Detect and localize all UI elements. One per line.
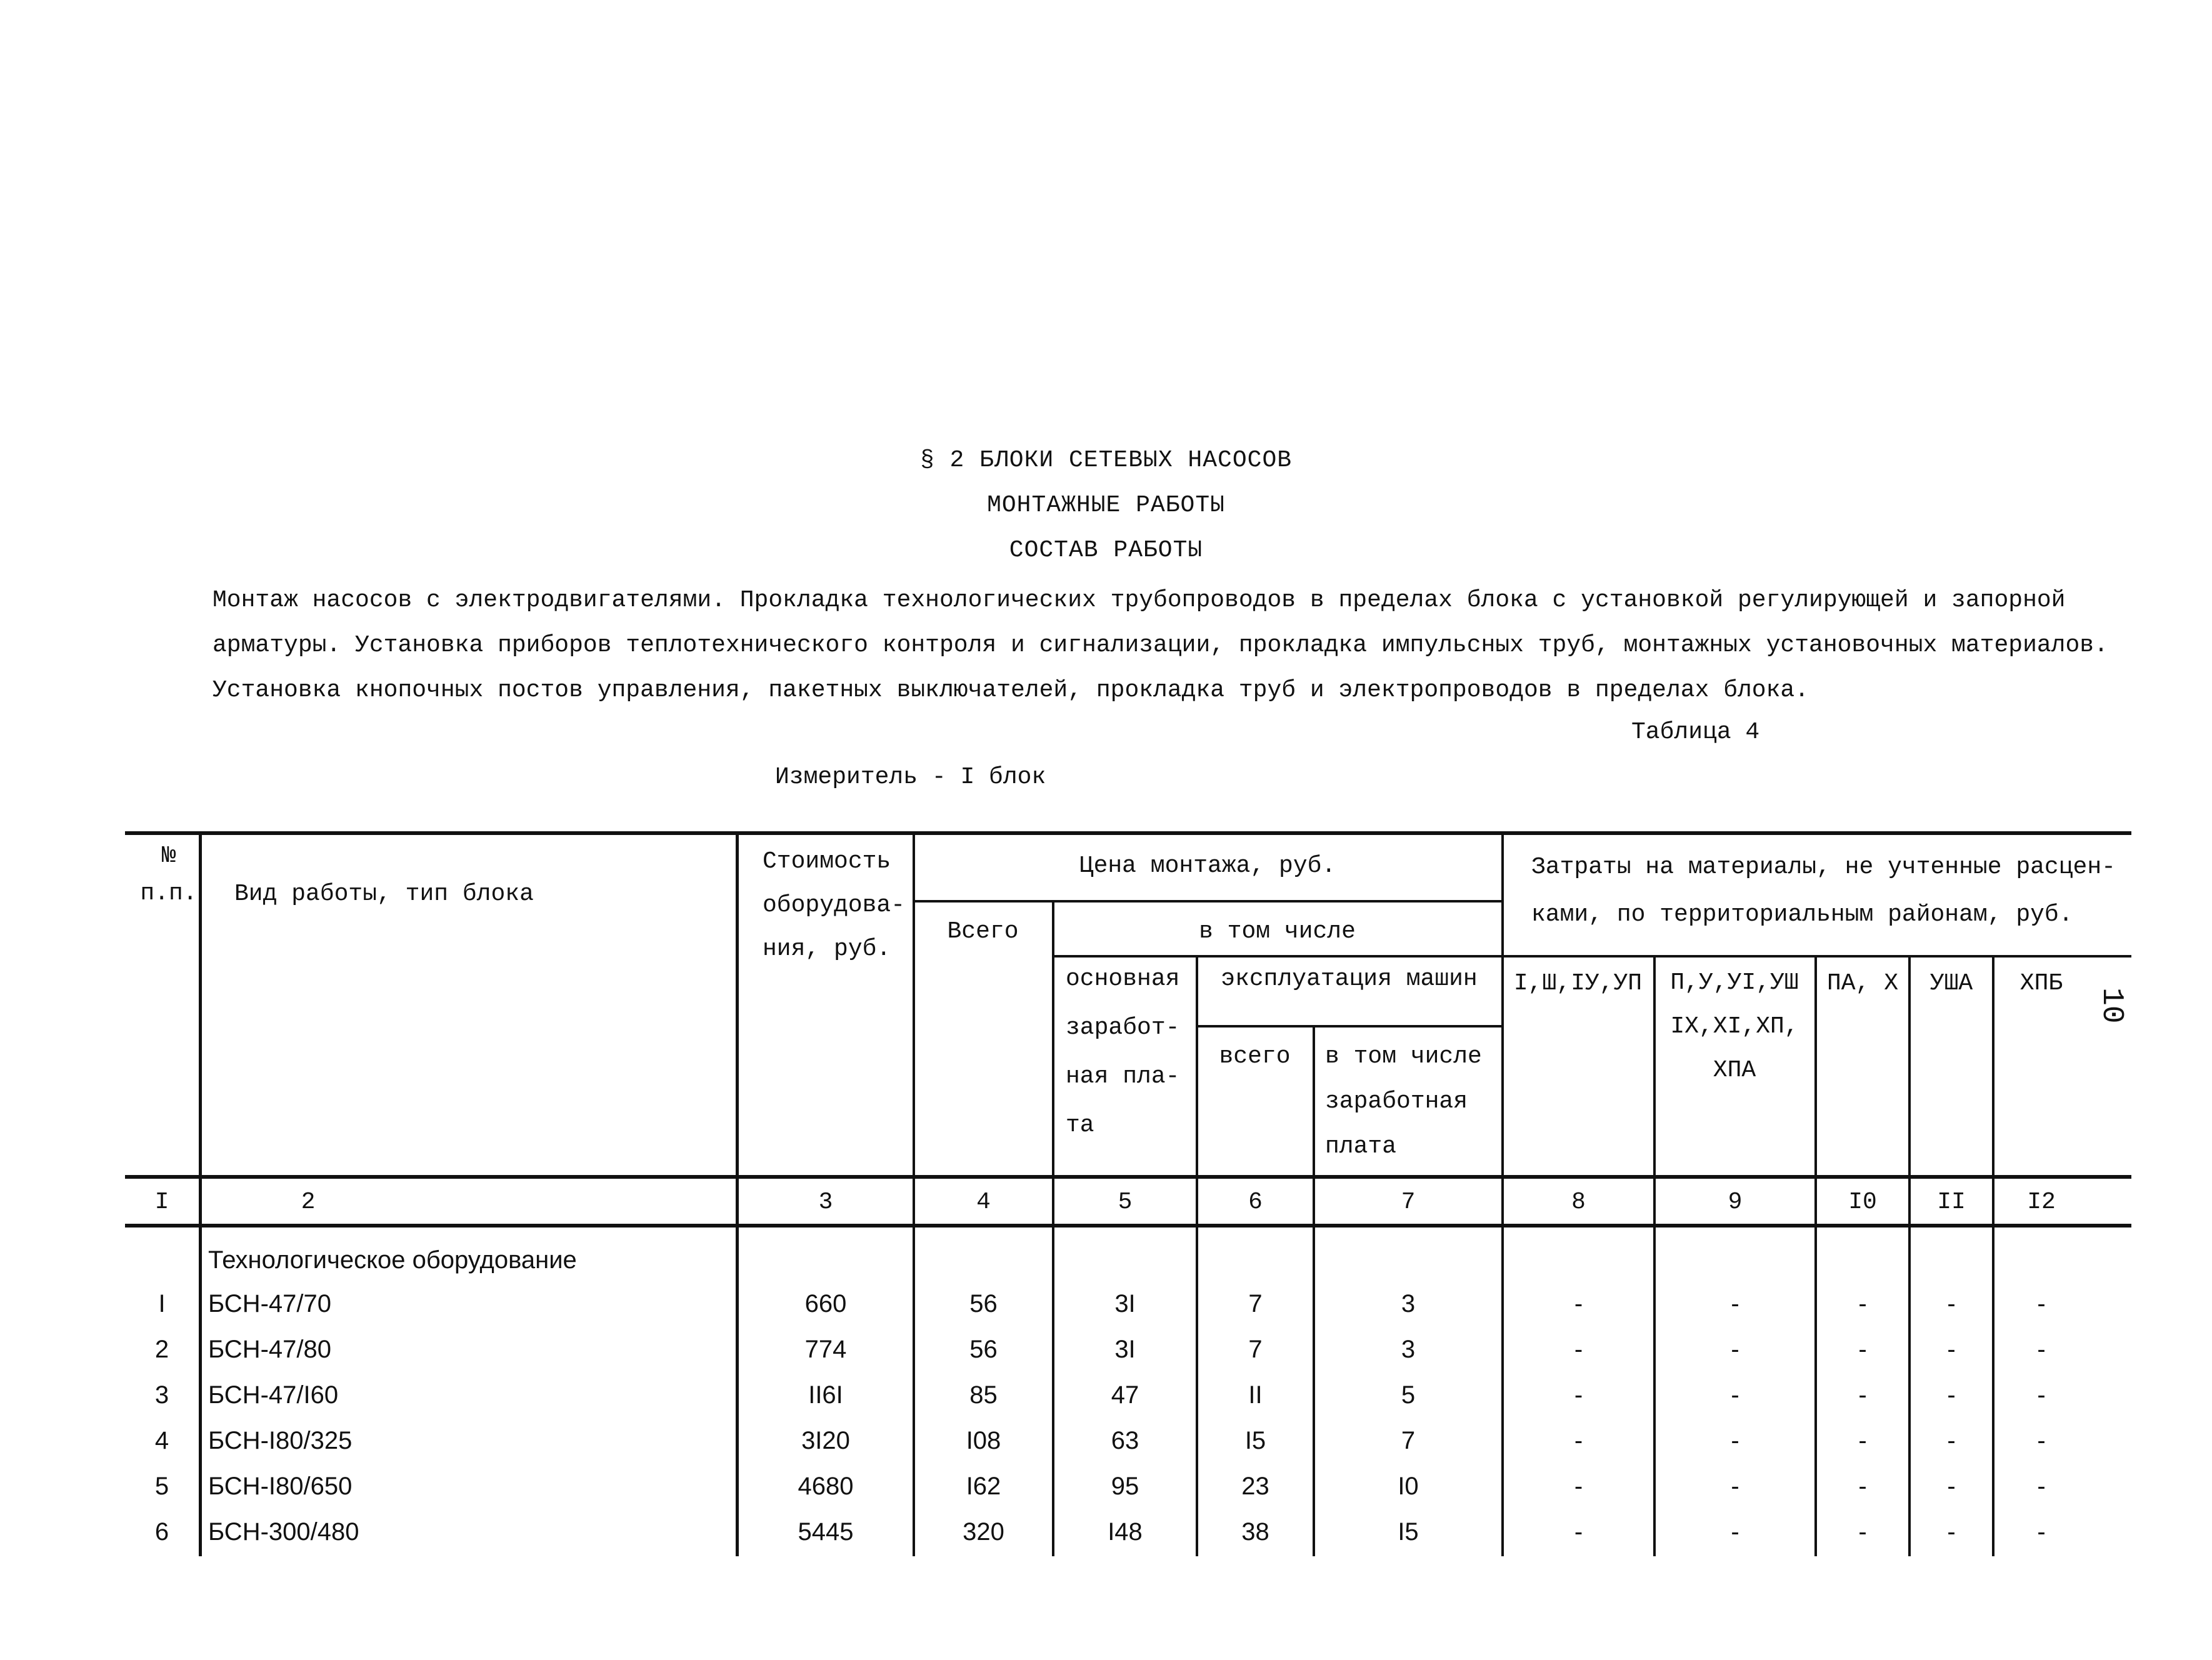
cell-c6: 23 xyxy=(1241,1472,1269,1500)
page-number: 10 xyxy=(2094,988,2128,1024)
cell-c6: 7 xyxy=(1248,1336,1263,1363)
table-top-rule xyxy=(125,831,2131,835)
cell-c12: - xyxy=(2037,1427,2046,1454)
cell-c10: - xyxy=(1858,1518,1867,1546)
cell-c3: 4680 xyxy=(798,1472,854,1500)
work-description xyxy=(213,578,2108,713)
colnum: 5 xyxy=(1118,1189,1133,1216)
cell-c8: - xyxy=(1574,1381,1583,1409)
header-total: Всего xyxy=(947,918,1019,945)
colnum: I xyxy=(154,1189,169,1216)
header-materials: Затраты на материалы, не учтенные расцен- ками, по территориальным районам, руб. xyxy=(1531,854,2116,928)
cell-c12: - xyxy=(2037,1290,2046,1318)
cell-c9: - xyxy=(1731,1472,1739,1500)
cell-n: 4 xyxy=(154,1427,169,1454)
header-cost: Стоимость оборудова- ния, руб. xyxy=(763,848,906,962)
cell-c7: 3 xyxy=(1401,1336,1416,1363)
cell-c10: - xyxy=(1858,1336,1867,1363)
header-region-2: П,У,УI,УШ IХ,ХI,ХП, ХПА xyxy=(1670,969,1799,1084)
header-base-salary: основная заработ- ная пла- та xyxy=(1066,966,1180,1139)
cell-c11: - xyxy=(1947,1290,1956,1318)
cell-c12: - xyxy=(2037,1336,2046,1363)
colnum: 8 xyxy=(1571,1189,1586,1216)
colnum: I0 xyxy=(1848,1189,1877,1216)
cell-n: 3 xyxy=(154,1381,169,1409)
cell-name: БСН-I80/650 xyxy=(208,1472,353,1500)
header-machines-salary: в том числе заработная плата xyxy=(1325,1043,1482,1160)
cell-c4: I08 xyxy=(966,1427,1001,1454)
cell-c5: 3I xyxy=(1114,1290,1136,1318)
cell-c7: 7 xyxy=(1401,1427,1416,1454)
cell-c4: 56 xyxy=(969,1290,998,1318)
cell-c5: 95 xyxy=(1111,1472,1139,1500)
header-region-5: ХПБ xyxy=(2019,970,2063,997)
cell-c8: - xyxy=(1574,1472,1583,1500)
description-line: Монтаж насосов с электродвигателями. Прокладка технологических трубопроводов в пределах блока с установкой регулирующей и запорной xyxy=(213,587,2066,614)
cell-c11: - xyxy=(1947,1381,1956,1409)
cell-c3: II6I xyxy=(808,1381,843,1409)
cell-c3: 5445 xyxy=(798,1518,854,1546)
cell-name: БСН-47/80 xyxy=(208,1336,331,1363)
cell-n: 6 xyxy=(154,1518,169,1546)
cell-name: БСН-47/70 xyxy=(208,1290,331,1318)
cell-c5: 3I xyxy=(1114,1336,1136,1363)
cell-c7: 5 xyxy=(1401,1381,1416,1409)
cell-c7: 3 xyxy=(1401,1290,1416,1318)
colnum: 6 xyxy=(1248,1189,1263,1216)
cell-c5: I48 xyxy=(1108,1518,1143,1546)
cell-c9: - xyxy=(1731,1427,1739,1454)
cell-c9: - xyxy=(1731,1381,1739,1409)
cell-c4: 85 xyxy=(969,1381,998,1409)
header-num: № п.п. xyxy=(140,842,198,907)
header-region-1: I,Ш,IУ,УП xyxy=(1513,970,1643,997)
cell-c6: 7 xyxy=(1248,1290,1263,1318)
cell-c5: 47 xyxy=(1111,1381,1139,1409)
header-work: Вид работы, тип блока xyxy=(234,881,534,908)
cell-n: I xyxy=(158,1290,166,1318)
cell-c8: - xyxy=(1574,1427,1583,1454)
cell-c10: - xyxy=(1858,1381,1867,1409)
meter-label: Измеритель - I блок xyxy=(775,764,1046,791)
colnum: II xyxy=(1937,1189,1966,1216)
cell-c9: - xyxy=(1731,1518,1739,1546)
cell-name: БСН-47/I60 xyxy=(208,1381,339,1409)
cell-c3: 660 xyxy=(804,1290,847,1318)
cell-c10: - xyxy=(1858,1472,1867,1500)
cell-c10: - xyxy=(1858,1427,1867,1454)
header-price: Цена монтажа, руб. xyxy=(1079,852,1336,879)
cell-c3: 774 xyxy=(804,1336,847,1363)
colnum: 9 xyxy=(1728,1189,1743,1216)
subtitle-composition: СОСТАВ РАБОТЫ xyxy=(1009,537,1203,564)
cell-c9: - xyxy=(1731,1336,1739,1363)
cell-c6: II xyxy=(1248,1381,1263,1409)
rule-header-bottom xyxy=(125,1175,2131,1179)
colnum: 3 xyxy=(818,1189,833,1216)
cell-c3: 3I20 xyxy=(801,1427,850,1454)
section-title: § 2 БЛОКИ СЕТЕВЫХ НАСОСОВ xyxy=(919,447,1293,474)
header-machines-total: всего xyxy=(1219,1043,1291,1070)
cell-c8: - xyxy=(1574,1336,1583,1363)
cell-c7: I5 xyxy=(1398,1518,1419,1546)
cell-c4: 56 xyxy=(969,1336,998,1363)
cell-c7: I0 xyxy=(1398,1472,1419,1500)
cell-c11: - xyxy=(1947,1336,1956,1363)
rule-machines-header xyxy=(1197,1025,1503,1028)
cell-c11: - xyxy=(1947,1518,1956,1546)
cell-c9: - xyxy=(1731,1290,1739,1318)
cell-c12: - xyxy=(2037,1472,2046,1500)
cell-n: 5 xyxy=(154,1472,169,1500)
cell-c10: - xyxy=(1858,1290,1867,1318)
colnum: 4 xyxy=(976,1189,991,1216)
subtitle-works: МОНТАЖНЫЕ РАБОТЫ xyxy=(987,492,1225,519)
section-label: Технологическое оборудование xyxy=(208,1246,577,1274)
colnum: 7 xyxy=(1401,1189,1416,1216)
cell-c12: - xyxy=(2037,1518,2046,1546)
cell-c11: - xyxy=(1947,1472,1956,1500)
cell-name: БСН-300/480 xyxy=(208,1518,359,1546)
cell-c4: I62 xyxy=(966,1472,1001,1500)
cell-c8: - xyxy=(1574,1290,1583,1318)
cell-n: 2 xyxy=(154,1336,169,1363)
cell-c5: 63 xyxy=(1111,1427,1139,1454)
cell-name: БСН-I80/325 xyxy=(208,1427,353,1454)
header-machines: эксплуатация машин xyxy=(1221,966,1478,992)
description-line: арматуры. Установка приборов теплотехнического контроля и сигнализации, прокладка импульсных труб, монтажных установочных материалов. xyxy=(213,632,2108,659)
colnum: I2 xyxy=(2027,1189,2056,1216)
cell-c4: 320 xyxy=(963,1518,1004,1546)
header-region-3: ПА, Х xyxy=(1826,970,1899,997)
cell-c11: - xyxy=(1947,1427,1956,1454)
description-line: Установка кнопочных постов управления, пакетных выключателей, прокладка труб и электропроводов в пределах блока. xyxy=(213,677,1809,704)
header-including: в том числе xyxy=(1199,918,1356,945)
header-region-4: УША xyxy=(1929,970,1973,997)
rule-materials-header xyxy=(1503,955,2131,958)
rule-price-header xyxy=(914,900,1503,902)
cell-c6: I5 xyxy=(1244,1427,1266,1454)
colnum: 2 xyxy=(301,1189,316,1216)
cell-c6: 38 xyxy=(1241,1518,1269,1546)
cell-c8: - xyxy=(1574,1518,1583,1546)
cell-c12: - xyxy=(2037,1381,2046,1409)
table-label: Таблица 4 xyxy=(1631,719,1760,746)
